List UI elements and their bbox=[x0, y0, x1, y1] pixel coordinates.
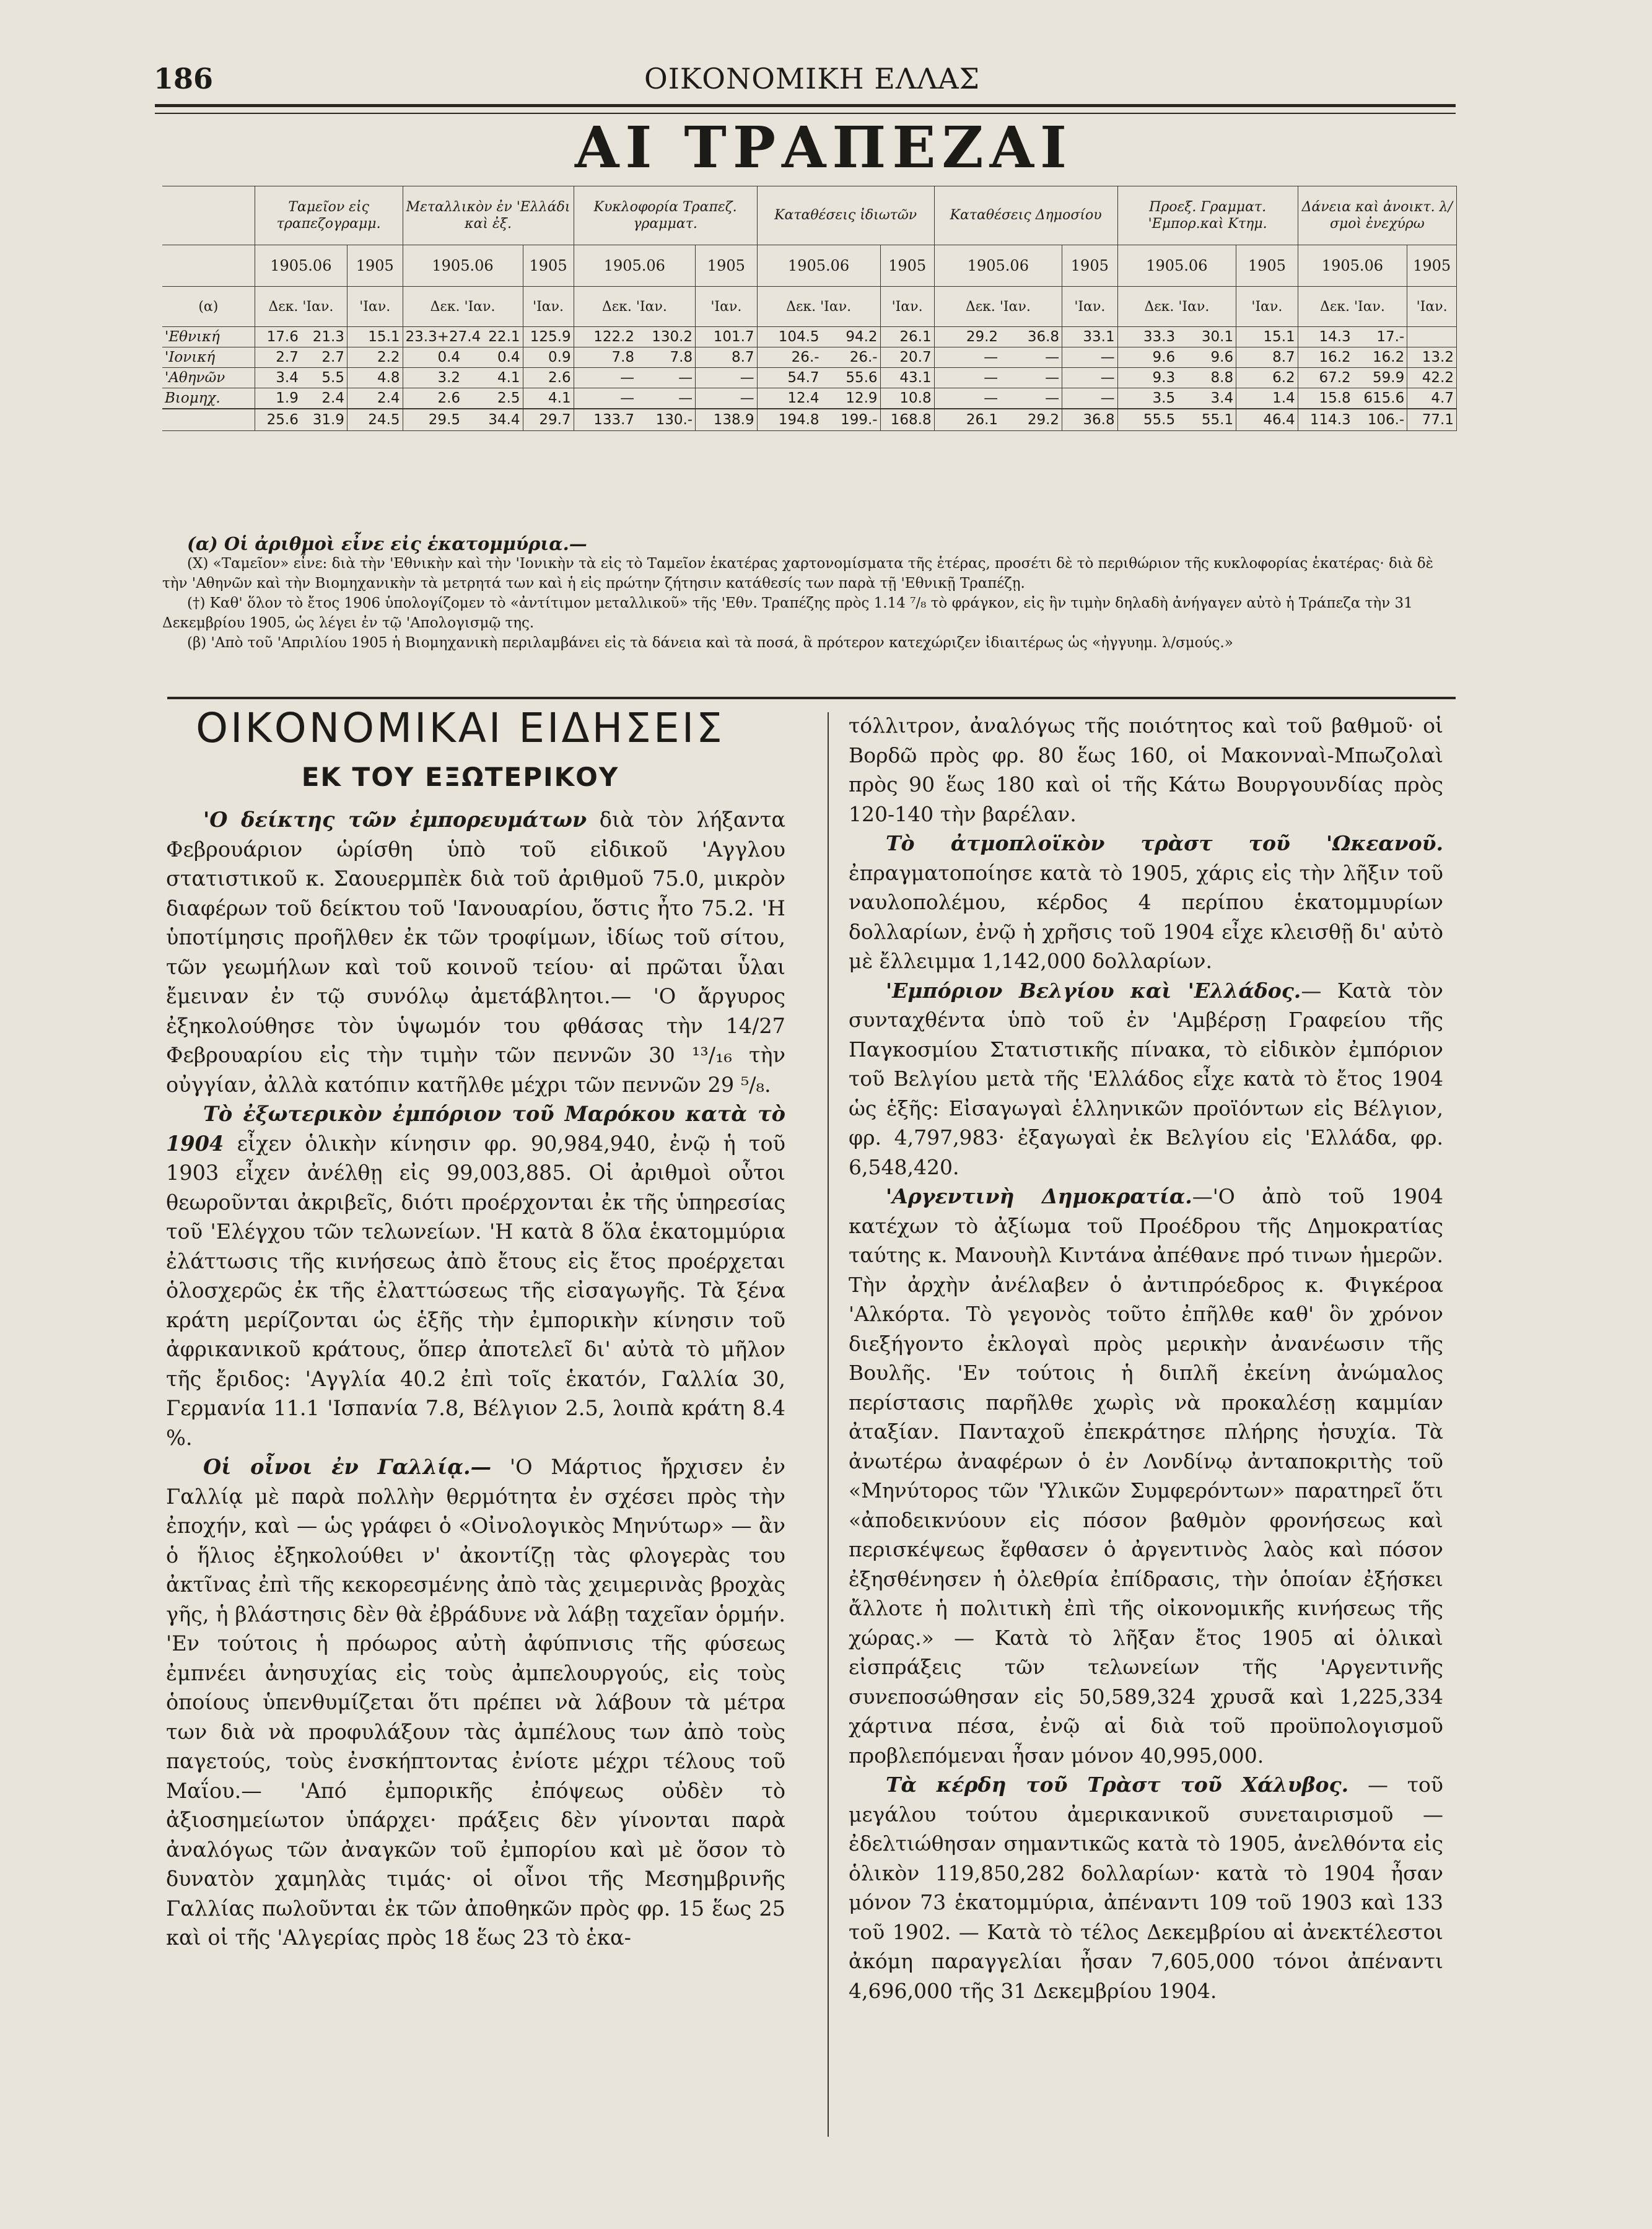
notes-rule bbox=[167, 697, 1456, 699]
table-cell: 0.4 bbox=[403, 347, 463, 368]
table-cell: 2.6 bbox=[403, 388, 463, 409]
table-cell: — bbox=[1000, 388, 1062, 409]
table-cell: 101.7 bbox=[696, 327, 758, 347]
month-cell: 'Ιαν. bbox=[880, 287, 934, 327]
col-group-cash: Ταμεῖον εἰς τραπεζογραμμ. bbox=[255, 186, 403, 245]
table-cell: — bbox=[637, 388, 696, 409]
note-units: (α) Οἱ ἀριθμοὶ εἶνε εἰς ἑκατομμύρια.— bbox=[187, 533, 587, 554]
table-cell: 16.2 bbox=[1353, 347, 1407, 368]
table-cell: 8.8 bbox=[1178, 368, 1236, 388]
table-cell: 8.7 bbox=[696, 347, 758, 368]
table-cell: — bbox=[1000, 368, 1062, 388]
total-cell: 24.5 bbox=[347, 409, 403, 431]
total-cell: 29.7 bbox=[523, 409, 574, 431]
table-cell: 1.4 bbox=[1236, 388, 1298, 409]
table-cell: — bbox=[574, 368, 637, 388]
table-cell: — bbox=[696, 388, 758, 409]
table-cell: 4.7 bbox=[1407, 388, 1457, 409]
total-cell: 130.- bbox=[637, 409, 696, 431]
table-cell: 23.3+27.4 bbox=[403, 327, 463, 347]
right-column bbox=[849, 711, 1443, 2005]
table-cell: — bbox=[1062, 388, 1118, 409]
table-cell: 130.2 bbox=[637, 327, 696, 347]
note-metal: (†) Καθ' ὅλον τὸ ἔτος 1906 ὑπολογίζομεν τὸ «ἀντίτιμον μεταλλικοῦ» τῆς 'Εθν. Τραπέζης πρὸς 1.14 ⁷/₈ τὸ φράγκον, εἰς ἣν τιμὴν δηλαδὴ ἀνήγαγεν αὐτὸ ἡ Τράπεζα τὴν 31 Δεκεμβρίου 1905, ὡς λέγει ἐν τῷ 'Απολογισμῷ της. bbox=[162, 595, 1413, 631]
total-cell: 25.6 bbox=[255, 409, 301, 431]
table-year-corner bbox=[162, 245, 255, 287]
year-cell: 1905.06 bbox=[574, 245, 695, 287]
year-cell: 1905 bbox=[347, 245, 403, 287]
table-cell: 33.1 bbox=[1062, 327, 1118, 347]
table-cell: 0.9 bbox=[523, 347, 574, 368]
table-cell: 12.9 bbox=[822, 388, 881, 409]
banks-table bbox=[162, 186, 1457, 431]
bank-name: 'Εθνική bbox=[162, 327, 255, 347]
table-cell: 30.1 bbox=[1178, 327, 1236, 347]
col-group-private-deposits: Καταθέσεις ἰδιωτῶν bbox=[757, 186, 934, 245]
table-cell: 4.8 bbox=[347, 368, 403, 388]
article-body: —'Ο ἀπὸ τοῦ 1904 κατέχων τὸ ἀξίωμα τοῦ Προέδρου τῆς Δημοκρατίας ταύτης κ. Μανουὴλ Κιντάνα ἀπέθανε πρό τινων ἡμερῶν. Τὴν ἀρχὴν ἀνέλαβεν ὁ ἀντιπρόεδρος κ. Φιγκέροα 'Αλκόρτα. Τὸ γεγονὸς τοῦτο ἐπῆλθε καθ' ὃν χρόνον διεξήγοντο ἐκλογαὶ πρὸς μερικὴν ἀνανέωσιν τῆς Βουλῆς. 'Εν τούτοις ἡ διπλῆ ἐκείνη ἀνώμαλος περίστασις παρῆλθε χωρὶς νὰ προκαλέσῃ καμμίαν ἀταξίαν. Πανταχοῦ ἐπεκράτησε πλήρης ἡσυχία. Τὰ ἀνωτέρω ἀναφέρων ὁ ἐν Λονδίνῳ ἀνταποκριτὴς τοῦ «Μηνύτορος τῶν 'Υλικῶν Συμφερόντων» παρατηρεῖ ὅτι «ἀποδεικνύουν εἰς πόσον βαθμὸν φρονήσεως καὶ περισκέψεως ἔφθασεν ὁ ἀργεντινὸς λαὸς καὶ πόσον ἐξησθένησεν ἡ ὀλεθρία ἐπίδρασις, τὴν ὁποίαν ἐξήσκει ἄλλοτε ἡ πολιτικὴ ἐπὶ τῆς οἰκονομικῆς κινήσεως τῆς χώρας.» — Κατὰ τὸ λῆξαν ἔτος 1905 αἱ ὁλικαὶ εἰσπράξεις τῶν τελωνείων τῆς 'Αργεντινῆς συνεποσώθησαν εἰς 50,589,324 χρυσᾶ καὶ 1,225,334 χάρτινα πέσα, ἐνῷ αἱ διὰ τοῦ προϋπολογισμοῦ προβλεπόμεναι ἦσαν μόνον 40,995,000. bbox=[849, 1184, 1443, 1768]
table-cell: 2.7 bbox=[301, 347, 347, 368]
article-lead: Οἱ οἶνοι ἐν Γαλλίᾳ.— bbox=[203, 1455, 492, 1479]
month-cell: Δεκ. 'Ιαν. bbox=[255, 287, 347, 327]
table-cell: 2.2 bbox=[347, 347, 403, 368]
month-cell: Δεκ. 'Ιαν. bbox=[934, 287, 1062, 327]
article-body: ἐπραγματοποίησε κατὰ τὸ 1905, χάρις εἰς τὴν λῆξιν τοῦ ναυλοπολέμου, κέρδος 4 περίπου ἑκατομμυρίων δολλαρίων, ἐνῷ ἡ χρῆσις τοῦ 1904 εἶχε κλεισθῇ δι' αὐτὸ μὲ ἔλλειμμα 1,142,000 δολλαρίων. bbox=[849, 860, 1443, 973]
table-cell: 2.5 bbox=[463, 388, 523, 409]
article-body: — τοῦ μεγάλου τούτου ἀμερικανικοῦ συνεταιρισμοῦ — ἐδελτιώθησαν σημαντικῶς κατὰ τὸ 1905, ἀνελθόντα εἰς ὁλικὸν 119,850,282 δολλαρίων· κατὰ τὸ 1904 ἦσαν μόνον 73 ἑκατομμύρια, ἀπέναντι 109 τοῦ 1903 καὶ 133 τοῦ 1902. — Κατὰ τὸ τέλος Δεκεμβρίου αἱ ἀνεκτέλεστοι ἀκόμη παραγγελίαι ἦσαν 7,605,000 τόνοι ἀπέναντι 4,696,000 τῆς 31 Δεκεμβρίου 1904. bbox=[849, 1773, 1443, 2003]
article-lead: 'Εμπόριον Βελγίου καὶ 'Ελλάδος. bbox=[886, 978, 1301, 1003]
article-ocean-trust bbox=[849, 829, 1443, 976]
table-cell: 26.- bbox=[822, 347, 881, 368]
total-cell: 199.- bbox=[822, 409, 881, 431]
table-cell: 12.4 bbox=[757, 388, 821, 409]
section-subtitle: ΕΚ ΤΟΥ ΕΞΩΤΕΡΙΚΟΥ bbox=[301, 762, 619, 792]
table-cell: 67.2 bbox=[1298, 368, 1353, 388]
month-cell: 'Ιαν. bbox=[523, 287, 574, 327]
table-cell: 21.3 bbox=[301, 327, 347, 347]
month-cell: 'Ιαν. bbox=[696, 287, 758, 327]
table-cell: 9.3 bbox=[1117, 368, 1178, 388]
total-cell: 34.4 bbox=[463, 409, 523, 431]
table-cell: 3.2 bbox=[403, 368, 463, 388]
article-lead: Τὸ ἀτμοπλοϊκὸν τρὰστ τοῦ 'Ωκεανοῦ. bbox=[886, 831, 1443, 855]
banks-title: ΑΙ ΤΡΑΠΕΖΑΙ bbox=[574, 114, 1073, 181]
col-group-loans: Δάνεια καὶ ἀνοικτ. λ/σμοὶ ἐνεχύρω bbox=[1298, 186, 1456, 245]
note-industrial: (β) 'Απὸ τοῦ 'Απριλίου 1905 ἡ Βιομηχανικὴ περιλαμβάνει εἰς τὰ δάνεια καὶ τὰ ποσά, ἃ πρότερον κατεχώριζεν ἰδιαιτέρως ὡς «ἠγγυημ. λ/σμούς.» bbox=[187, 635, 1233, 651]
table-cell: 29.2 bbox=[934, 327, 1000, 347]
table-year-row bbox=[162, 245, 1457, 287]
table-corner bbox=[162, 186, 255, 245]
year-cell: 1905 bbox=[696, 245, 758, 287]
table-cell: 43.1 bbox=[880, 368, 934, 388]
total-cell: 36.8 bbox=[1062, 409, 1118, 431]
table-cell: 2.4 bbox=[301, 388, 347, 409]
total-cell: 31.9 bbox=[301, 409, 347, 431]
table-cell: 2.6 bbox=[523, 368, 574, 388]
article-body: 'Ο Μάρτιος ἤρχισεν ἐν Γαλλίᾳ μὲ παρὰ πολλὴν θερμότητα ἐν σχέσει πρὸς τὴν ἐποχήν, καὶ — ὡς γράφει ὁ «Οἰνολογικὸς Μηνύτωρ» — ἂν ὁ ἥλιος ἐξηκολούθει ν' ἀκοντίζῃ τὰς φλογερὰς του ἀκτῖνας ἐπὶ τῆς κεκορεσμένης ἀπὸ τὰς χειμερινὰς βροχὰς γῆς, ἡ βλάστησις δὲν θὰ ἐβράδυνε νὰ λάβῃ ταχεῖαν ὁρμήν. 'Εν τούτοις ἡ πρόωρος αὐτὴ ἀφύπνισις τῆς φύσεως ἐμπνέει ἀνησυχίας εἰς τοὺς ἀμπελουργούς, εἰς τοὺς ὁποίους ὑπενθυμίζεται ὅτι πρέπει νὰ λάβουν τὰ μέτρα των διὰ νὰ προφυλάξουν τὰς ἀμπέλους των ἀπὸ τοὺς παγετούς, τοὺς ἐνσκήπτοντας ἐνίοτε μέχρι τέλους τοῦ Μαΐου.— 'Από ἐμπορικῆς ἐπόψεως οὐδὲν τὸ ἀξιοσημείωτον ὑπάρχει· πράξεις δὲν γίνονται παρὰ ἀναλόγως τῶν ἀναγκῶν τοῦ ἐμπορίου καὶ μὲ ὅσον τὸ δυνατὸν χαμηλὰς τιμάς· οἱ οἶνοι τῆς Μεσημβρινῆς Γαλλίας πωλοῦνται ἐκ τῶν ἀποθηκῶν πρὸς φρ. 15 ἕως 25 καὶ οἱ τῆς 'Αλγερίας πρὸς 18 ἕως 23 τὸ ἑκα- bbox=[166, 1455, 785, 1950]
year-cell: 1905.06 bbox=[255, 245, 347, 287]
table-cell: 3.4 bbox=[255, 368, 301, 388]
table-row bbox=[162, 388, 1457, 409]
total-cell: 77.1 bbox=[1407, 409, 1457, 431]
table-cell: 4.1 bbox=[463, 368, 523, 388]
month-cell: Δεκ. 'Ιαν. bbox=[1298, 287, 1407, 327]
table-cell: 6.2 bbox=[1236, 368, 1298, 388]
total-cell: 194.8 bbox=[757, 409, 821, 431]
month-cell: 'Ιαν. bbox=[347, 287, 403, 327]
table-cell: 14.3 bbox=[1298, 327, 1353, 347]
table-group-header-row bbox=[162, 186, 1457, 245]
table-cell: 4.1 bbox=[523, 388, 574, 409]
year-cell: 1905 bbox=[1407, 245, 1457, 287]
table-cell: 10.8 bbox=[880, 388, 934, 409]
table-cell: — bbox=[934, 347, 1000, 368]
table-cell: 59.9 bbox=[1353, 368, 1407, 388]
year-cell: 1905.06 bbox=[403, 245, 523, 287]
bank-name: 'Ιονική bbox=[162, 347, 255, 368]
article-steel-trust bbox=[849, 1770, 1443, 2005]
units-note-label: (α) bbox=[162, 287, 255, 327]
article-commodity-index bbox=[166, 805, 785, 1099]
col-group-discounts: Προεξ. Γραμματ. 'Εμπορ.καὶ Κτημ. bbox=[1117, 186, 1298, 245]
article-wines-continued: τόλλιτρον, ἀναλόγως τῆς ποιότητος καὶ τοῦ βαθμοῦ· οἱ Βορδῶ πρὸς φρ. 80 ἕως 160, οἱ Μακονναὶ-Μπωζολαὶ πρὸς 90 ἕως 180 καὶ οἱ τῆς Κάτω Βουργουνδίας πρὸς 120-140 τὴν βαρέλαν. bbox=[849, 713, 1443, 826]
table-cell: 26.- bbox=[757, 347, 821, 368]
article-morocco-trade bbox=[166, 1099, 785, 1452]
col-group-circulation: Κυκλοφορία Τραπεζ. γραμματ. bbox=[574, 186, 757, 245]
article-lead: 'Ο δείκτης τῶν ἐμπορευμάτων bbox=[203, 808, 587, 832]
table-cell: 7.8 bbox=[574, 347, 637, 368]
table-cell: 615.6 bbox=[1353, 388, 1407, 409]
table-cell: 1.9 bbox=[255, 388, 301, 409]
table-cell: — bbox=[934, 368, 1000, 388]
table-cell: 20.7 bbox=[880, 347, 934, 368]
table-cell: 42.2 bbox=[1407, 368, 1457, 388]
table-cell: 15.8 bbox=[1298, 388, 1353, 409]
col-group-public-deposits: Καταθέσεις Δημοσίου bbox=[934, 186, 1117, 245]
table-row bbox=[162, 368, 1457, 388]
table-cell: 7.8 bbox=[637, 347, 696, 368]
table-cell: 54.7 bbox=[757, 368, 821, 388]
note-cash: (Χ) «Ταμεῖον» εἶνε: διὰ τὴν 'Εθνικὴν καὶ τὴν 'Ιονικὴν τὰ εἰς τὸ Ταμεῖον ἑκατέρας χαρτονομίσματα τῆς ἑτέρας, προσέτι δὲ τὸ περιθώριον τῆς κυκλοφορίας ἑκατέρας· διὰ δὲ τὴν 'Αθηνῶν καὶ τὴν Βιομηχανικὴν τὰ μετρητά των καὶ ἡ εἰς πρώτην ζήτησιν κατάθεσίς των παρὰ τῇ 'Εθνικῇ Τραπέζῃ. bbox=[162, 556, 1433, 591]
table-cell: — bbox=[1000, 347, 1062, 368]
total-label bbox=[162, 409, 255, 431]
col-group-metal: Μεταλλικὸν ἐν 'Ελλάδι καὶ ἐξ. bbox=[403, 186, 574, 245]
table-cell: — bbox=[696, 368, 758, 388]
table-cell: 17.- bbox=[1353, 327, 1407, 347]
total-cell: 168.8 bbox=[880, 409, 934, 431]
table-cell: 16.2 bbox=[1298, 347, 1353, 368]
table-cell: — bbox=[637, 368, 696, 388]
table-cell: 5.5 bbox=[301, 368, 347, 388]
total-cell: 55.1 bbox=[1178, 409, 1236, 431]
column-divider bbox=[828, 712, 829, 2137]
table-cell: 0.4 bbox=[463, 347, 523, 368]
article-body: — Κατὰ τὸν συνταχθέντα ὑπὸ τοῦ ἐν 'Αμβέρσῃ Γραφείου τῆς Παγκοσμίου Στατιστικῆς πίνακα, τὸ εἰδικὸν ἐμπόριον τοῦ Βελγίου μετὰ τῆς 'Ελλάδος εἶχε κατὰ τὸ ἔτος 1904 ὡς ἑξῆς: Εἰσαγωγαὶ ἑλληνικῶν προϊόντων εἰς Βέλγιον, φρ. 4,797,983· ἐξαγωγαὶ ἐκ Βελγίου εἰς 'Ελλάδα, φρ. 6,548,420. bbox=[849, 978, 1443, 1179]
total-cell: 26.1 bbox=[934, 409, 1000, 431]
article-wines-france bbox=[166, 1452, 785, 1953]
total-cell: 106.- bbox=[1353, 409, 1407, 431]
year-cell: 1905 bbox=[1236, 245, 1298, 287]
table-notes bbox=[162, 534, 1457, 653]
table-cell: 13.2 bbox=[1407, 347, 1457, 368]
table-cell: 9.6 bbox=[1117, 347, 1178, 368]
table-cell: 17.6 bbox=[255, 327, 301, 347]
table-cell: 22.1 bbox=[463, 327, 523, 347]
article-belgium-greece bbox=[849, 976, 1443, 1182]
table-cell: 94.2 bbox=[822, 327, 881, 347]
table-cell: — bbox=[934, 388, 1000, 409]
table-row bbox=[162, 347, 1457, 368]
page-number: 186 bbox=[154, 62, 214, 95]
table-cell: 2.7 bbox=[255, 347, 301, 368]
table-cell: 36.8 bbox=[1000, 327, 1062, 347]
month-cell: 'Ιαν. bbox=[1236, 287, 1298, 327]
month-cell: Δεκ. 'Ιαν. bbox=[757, 287, 880, 327]
header-rule bbox=[155, 104, 1456, 107]
table-cell: 15.1 bbox=[1236, 327, 1298, 347]
total-cell: 55.5 bbox=[1117, 409, 1178, 431]
total-cell: 133.7 bbox=[574, 409, 637, 431]
table-cell: 15.1 bbox=[347, 327, 403, 347]
table-month-row bbox=[162, 287, 1457, 327]
year-cell: 1905 bbox=[523, 245, 574, 287]
month-cell: 'Ιαν. bbox=[1407, 287, 1457, 327]
year-cell: 1905.06 bbox=[934, 245, 1062, 287]
total-cell: 29.2 bbox=[1000, 409, 1062, 431]
running-title: ΟΙΚΟΝΟΜΙΚΗ ΕΛΛΑΣ bbox=[644, 62, 981, 95]
table-cell: 3.4 bbox=[1178, 388, 1236, 409]
table-cell bbox=[1407, 327, 1457, 347]
left-column bbox=[166, 805, 785, 1953]
table-total-row bbox=[162, 409, 1457, 431]
year-cell: 1905 bbox=[880, 245, 934, 287]
total-cell: 138.9 bbox=[696, 409, 758, 431]
banks-table-body bbox=[162, 327, 1457, 431]
table-cell: — bbox=[574, 388, 637, 409]
total-cell: 114.3 bbox=[1298, 409, 1353, 431]
table-cell: 26.1 bbox=[880, 327, 934, 347]
month-cell: Δεκ. 'Ιαν. bbox=[403, 287, 523, 327]
table-cell: 125.9 bbox=[523, 327, 574, 347]
table-cell: — bbox=[1062, 347, 1118, 368]
article-lead: Τὰ κέρδη τοῦ Τρὰστ τοῦ Χάλυβος. bbox=[886, 1773, 1349, 1797]
table-cell: 55.6 bbox=[822, 368, 881, 388]
table-cell: 33.3 bbox=[1117, 327, 1178, 347]
total-cell: 29.5 bbox=[403, 409, 463, 431]
table-cell: 104.5 bbox=[757, 327, 821, 347]
year-cell: 1905.06 bbox=[1117, 245, 1236, 287]
year-cell: 1905.06 bbox=[757, 245, 880, 287]
article-argentina bbox=[849, 1182, 1443, 1770]
bank-name: 'Αθηνῶν bbox=[162, 368, 255, 388]
bank-name: Βιομηχ. bbox=[162, 388, 255, 409]
table-row bbox=[162, 327, 1457, 347]
table-cell: 2.4 bbox=[347, 388, 403, 409]
total-cell: 46.4 bbox=[1236, 409, 1298, 431]
month-cell: 'Ιαν. bbox=[1062, 287, 1118, 327]
article-lead: Τὸ ἐξωτερικὸν ἐμπόριον τοῦ Μαρόκου κατὰ τὸ 1904 bbox=[166, 1102, 785, 1156]
month-cell: Δεκ. 'Ιαν. bbox=[1117, 287, 1236, 327]
article-lead: 'Αργεντινὴ Δημοκρατία. bbox=[886, 1184, 1192, 1208]
month-cell: Δεκ. 'Ιαν. bbox=[574, 287, 695, 327]
table-cell: — bbox=[1062, 368, 1118, 388]
table-cell: 9.6 bbox=[1178, 347, 1236, 368]
year-cell: 1905 bbox=[1062, 245, 1118, 287]
article-body: διὰ τὸν λήξαντα Φεβρουάριον ὡρίσθη ὑπὸ τοῦ εἰδικοῦ 'Αγγλου στατιστικοῦ κ. Σαουερμπὲκ διὰ τοῦ ἀριθμοῦ 75.0, μικρὸν διαφέρων τοῦ δείκτου τοῦ 'Ιανουαρίου, ὅστις ἦτο 75.2. 'Η ὑποτίμησις προῆλθεν ἐκ τῶν τροφίμων, ἰδίως τοῦ σίτου, τῶν γεωμήλων καὶ τοῦ κοινοῦ τείου· αἱ πρῶται ὗλαι ἔμειναν ἐν τῷ συνόλῳ ἀμετάβλητοι.— 'Ο ἄργυρος ἐξηκολούθησε τὸν ὑψωμόν του φθάσας τὴν 14/27 Φεβρουαρίου εἰς τὴν τιμὴν τῶν πεννῶν 30 ¹³/₁₆ τὴν οὐγγίαν, ἀλλὰ κατόπιν κατῆλθε μέχρι τῶν πεννῶν 29 ⁵/₈. bbox=[166, 808, 785, 1097]
table-cell: 122.2 bbox=[574, 327, 637, 347]
table-cell: 8.7 bbox=[1236, 347, 1298, 368]
section-title: ΟΙΚΟΝΟΜΙΚΑΙ ΕΙΔΗΣΕΙΣ bbox=[196, 704, 725, 752]
table-cell: 3.5 bbox=[1117, 388, 1178, 409]
year-cell: 1905.06 bbox=[1298, 245, 1407, 287]
article-body: εἶχεν ὁλικὴν κίνησιν φρ. 90,984,940, ἐνῷ ἡ τοῦ 1903 εἶχεν ἀνέλθῃ εἰς 99,003,885. Οἱ ἀριθμοὶ οὗτοι θεωροῦνται ἀκριβεῖς, διότι προέρχονται ἐκ τῆς ὑπηρεσίας τοῦ 'Ελέγχου τῶν τελωνείων. 'Η κατὰ 8 ὅλα ἑκατομμύρια ἐλάττωσις τῆς κινήσεως ἀπὸ ἔτους εἰς ἔτος προέρχεται ὁλοσχερῶς ἐκ τῆς ἐλαττώσεως τῆς εἰσαγωγῆς. Τὰ ξένα κράτη μερίζονται ὡς ἑξῆς τὴν ἐμπορικὴν κίνησιν τοῦ ἀφρικανικοῦ κράτους, ὅπερ ἀποτελεῖ δι' αὐτὰ τὸ μῆλον τῆς ἔριδος: 'Αγγλία 40.2 ἐπὶ τοῖς ἑκατόν, Γαλλία 30, Γερμανία 11.1 'Ισπανία 7.8, Βέλγιον 2.5, λοιπὰ κράτη 8.4 %. bbox=[166, 1131, 786, 1450]
